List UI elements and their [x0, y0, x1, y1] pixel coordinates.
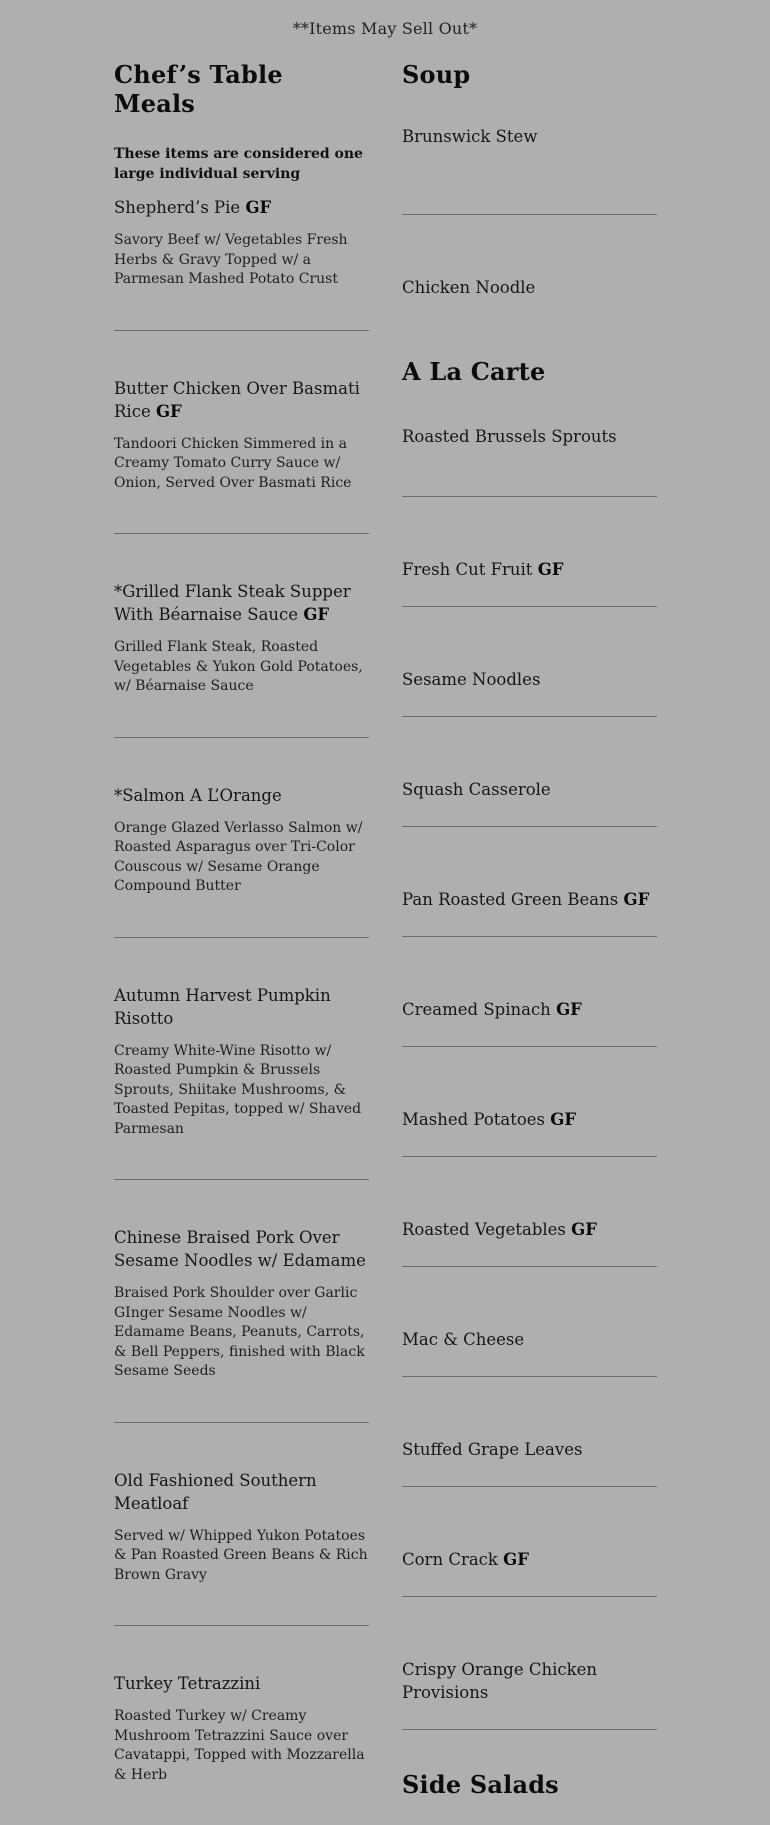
menu-item-title: Corn Crack — [402, 1550, 498, 1569]
menu-item-title: Old Fashioned Southern Meatloaf — [114, 1470, 317, 1513]
menu-item-title: Mashed Potatoes — [402, 1110, 546, 1129]
menu-item-title: Creamed Spinach — [402, 1000, 551, 1019]
side-item — [402, 89, 657, 215]
side-salads-heading: Side Salads — [402, 1770, 559, 1799]
side-item — [402, 215, 657, 357]
side-item — [402, 1267, 657, 1377]
menu-item-name — [402, 998, 657, 1021]
menu-item-description: Braised Pork Shoulder over Garlic GInger Sesame Noodles w/ Edamame Beans, Peanuts, Carrots, & Bell Peppers, finished with Black Sesame Seeds — [114, 1285, 365, 1379]
side-item — [402, 827, 657, 937]
menu-item-name — [114, 1672, 369, 1695]
menu-item-title: Roasted Vegetables — [402, 1220, 566, 1239]
menu-item-description: Tandoori Chicken Simmered in a Creamy Tomato Curry Sauce w/ Onion, Served Over Basmati Rice — [114, 435, 352, 491]
menu-item-title: Turkey Tetrazzini — [114, 1674, 261, 1693]
menu-item-name — [114, 1226, 369, 1272]
gluten-free-badge: GF — [245, 198, 272, 217]
gluten-free-badge: GF — [623, 890, 650, 909]
chefs-table-item — [114, 184, 369, 331]
alacarte-heading: A La Carte — [402, 357, 546, 386]
menu-item-description: Savory Beef w/ Vegetables Fresh Herbs & Gravy Topped w/ a Parmesan Mashed Potato Crust — [114, 232, 348, 287]
gluten-free-badge: GF — [503, 1550, 529, 1569]
chefs-table-list — [114, 184, 369, 1825]
chefs-table-intro: These items are considered one large individual serving — [114, 146, 363, 182]
side-item — [402, 1157, 657, 1267]
menu-item-name — [402, 125, 657, 148]
menu-item-name — [402, 425, 657, 448]
gluten-free-badge: GF — [303, 605, 330, 624]
menu-item-title: Fresh Cut Fruit — [402, 560, 533, 579]
alacarte-list — [402, 386, 657, 1730]
menu-item-name — [402, 1548, 657, 1571]
menu-item-name — [402, 888, 657, 911]
chefs-table-item — [114, 938, 369, 1181]
chefs-table-item — [114, 1626, 369, 1825]
side-item — [402, 937, 657, 1047]
menu-item-title: Chicken Noodle — [402, 278, 536, 297]
chefs-table-item — [114, 1423, 369, 1627]
menu-item-name — [114, 984, 369, 1030]
chefs-table-item — [114, 534, 369, 738]
menu-item-title: Brunswick Stew — [402, 127, 538, 146]
sides-column — [402, 60, 657, 1799]
menu-item-title: *Salmon A L’Orange — [114, 785, 282, 805]
sell-out-notice: **Items May Sell Out* — [292, 19, 478, 38]
menu-item-name — [114, 377, 369, 423]
side-item — [402, 1047, 657, 1157]
menu-item-title: Chinese Braised Pork Over Sesame Noodles w/ Edamame — [114, 1228, 366, 1270]
menu-item-title: Shepherd’s Pie — [114, 198, 241, 217]
menu-item-name — [402, 1658, 657, 1704]
gluten-free-badge: GF — [155, 401, 182, 421]
menu-item-name — [114, 1469, 369, 1515]
menu-item-description: Grilled Flank Steak, Roasted Vegetables & Yukon Gold Potatoes, w/ Béarnaise Sauce — [114, 639, 363, 694]
gluten-free-badge: GF — [550, 1110, 577, 1129]
menu-item-name — [402, 1328, 657, 1351]
side-item — [402, 497, 657, 607]
menu-item-title: Stuffed Grape Leaves — [402, 1440, 583, 1459]
menu-item-title: Roasted Brussels Sprouts — [402, 427, 617, 446]
gluten-free-badge: GF — [571, 1220, 597, 1239]
menu-item-title: Pan Roasted Green Beans — [402, 890, 619, 909]
chefs-table-column — [114, 60, 369, 1825]
soup-list — [402, 89, 657, 357]
menu-item-description: Served w/ Whipped Yukon Potatoes & Pan Roasted Green Beans & Rich Brown Gravy — [114, 1527, 368, 1583]
menu-item-name — [114, 784, 369, 807]
menu-item-title: Butter Chicken Over Basmati Rice — [114, 378, 360, 421]
menu-item-title: Squash Casserole — [402, 780, 551, 799]
menu-item-description: Orange Glazed Verlasso Salmon w/ Roasted Asparagus over Tri-Color Couscous w/ Sesame Orange Compound Butter — [114, 819, 363, 894]
menu-item-title: Crispy Orange Chicken Provisions — [402, 1660, 597, 1702]
menu-item-title: *Grilled Flank Steak Supper With Béarnaise Sauce — [114, 582, 351, 624]
menu-item-name — [402, 1438, 657, 1461]
soup-heading: Soup — [402, 60, 471, 89]
side-item — [402, 1377, 657, 1487]
menu-item-name — [402, 778, 657, 801]
menu-item-title: Autumn Harvest Pumpkin Risotto — [114, 985, 331, 1028]
chefs-table-item — [114, 331, 369, 535]
menu-item-name — [114, 580, 369, 626]
gluten-free-badge: GF — [556, 1000, 582, 1019]
side-item — [402, 386, 657, 497]
chefs-table-heading: Chef’s Table Meals — [114, 60, 283, 118]
menu-item-description: Creamy White-Wine Risotto w/ Roasted Pumpkin & Brussels Sprouts, Shiitake Mushrooms, & Toasted Pepitas, topped w/ Shaved Parmesan — [114, 1042, 362, 1137]
menu-item-name — [402, 276, 657, 299]
menu-item-name — [114, 196, 369, 219]
menu-item-title: Sesame Noodles — [402, 670, 541, 689]
menu-item-name — [402, 1108, 657, 1131]
menu-item-name — [402, 558, 657, 581]
side-item — [402, 717, 657, 827]
menu-item-description: Roasted Turkey w/ Creamy Mushroom Tetrazzini Sauce over Cavatappi, Topped with Mozzarella & Herb — [114, 1708, 365, 1783]
menu-item-name — [402, 1218, 657, 1241]
side-item — [402, 1487, 657, 1597]
side-item — [402, 1597, 657, 1730]
chefs-table-item — [114, 1180, 369, 1423]
side-item — [402, 607, 657, 717]
gluten-free-badge: GF — [537, 560, 564, 579]
menu-item-title: Mac & Cheese — [402, 1330, 525, 1349]
menu-item-name — [402, 668, 657, 691]
chefs-table-item — [114, 738, 369, 938]
